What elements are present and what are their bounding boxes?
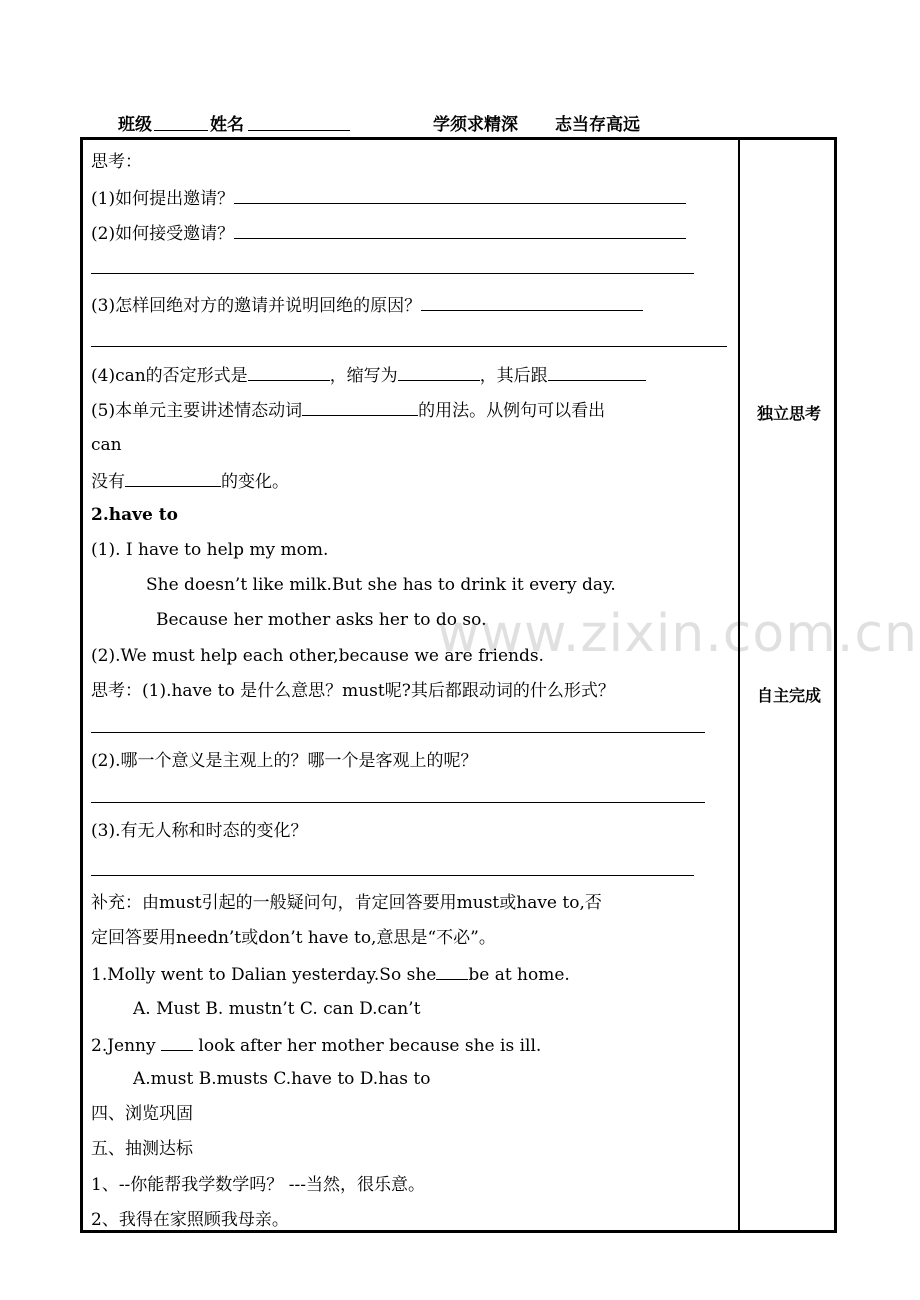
answer-blank — [234, 185, 686, 204]
section-test: 五、抽测达标 — [91, 1139, 193, 1159]
side-label-independent-thinking: 独立思考 — [756, 404, 821, 423]
example-1-cont: She doesn’t like milk.But she has to drink it every day. — [146, 575, 616, 595]
example-2: (2).We must help each other,because we are friends. — [91, 646, 544, 666]
question-4 — [91, 362, 646, 388]
question-5 — [91, 397, 605, 423]
name-label: 姓名 — [210, 115, 244, 135]
column-divider — [738, 140, 740, 1230]
exercise-1-options: A. Must B. mustn’t C. can D.can’t — [133, 999, 421, 1019]
answer-blank — [548, 362, 646, 381]
answer-blank — [398, 362, 480, 381]
exercise-1-text: be at home. — [468, 965, 570, 985]
exercise-2-options: A.must B.musts C.have to D.has to — [133, 1069, 431, 1089]
answer-blank — [302, 397, 418, 416]
answer-blank — [421, 292, 643, 311]
answer-blank — [436, 961, 468, 980]
supplement-line-1: 补充：由must引起的一般疑问句，肯定回答要用must或have to,否 — [91, 893, 602, 913]
supplement-line-2: 定回答要用needn’t或don’t have to,意思是“不必”。 — [91, 928, 496, 948]
think-question-1: 思考：(1).have to 是什么意思？must呢?其后都跟动词的什么形式？ — [91, 681, 615, 701]
question-5-cont: can — [91, 435, 122, 455]
exercise-2-text: 2.Jenny — [91, 1036, 162, 1056]
section-heading-have-to: 2.have to — [91, 505, 178, 525]
class-blank — [154, 110, 208, 131]
side-label-self-complete: 自主完成 — [756, 686, 821, 705]
answer-line — [91, 732, 705, 733]
question-5-text: 没有 — [91, 472, 125, 492]
think-heading: 思考： — [91, 152, 142, 172]
answer-line — [91, 346, 727, 347]
think-question-3: (3).有无人称和时态的变化？ — [91, 821, 308, 841]
section-review: 四、浏览巩固 — [91, 1104, 193, 1124]
question-5-text: 的用法。从例句可以看出 — [418, 401, 606, 421]
example-1: (1). I have to help my mom. — [91, 540, 329, 560]
question-5-text: 的变化。 — [221, 472, 289, 492]
question-5-end — [91, 468, 289, 494]
question-1-text: (1)如何提出邀请？ — [91, 189, 235, 209]
worksheet-table — [80, 137, 837, 1233]
answer-blank — [248, 362, 330, 381]
question-4-text: ，其后跟 — [479, 366, 548, 386]
exercise-2-text: look after her mother because she is ill. — [193, 1036, 542, 1056]
name-blank — [248, 110, 350, 131]
test-item-2: 2、我得在家照顾我母亲。 — [91, 1210, 289, 1230]
question-4-text: ，缩写为 — [329, 366, 398, 386]
class-label: 班级 — [118, 115, 152, 135]
test-item-1: 1、--你能帮我学数学吗？ ---当然，很乐意。 — [91, 1175, 425, 1195]
answer-line — [91, 875, 694, 876]
question-2 — [91, 220, 686, 246]
answer-line — [91, 273, 694, 274]
motto-1: 学须求精深 — [433, 115, 518, 135]
question-3 — [91, 292, 643, 318]
question-1 — [91, 185, 686, 211]
question-2-text: (2)如何接受邀请？ — [91, 224, 235, 244]
exercise-1 — [91, 961, 570, 987]
motto-2: 志当存高远 — [555, 115, 640, 135]
think-question-2: (2).哪一个意义是主观上的？哪一个是客观上的呢？ — [91, 751, 478, 771]
question-3-text: (3)怎样回绝对方的邀请并说明回绝的原因？ — [91, 296, 422, 316]
example-1-cont: Because her mother asks her to do so. — [156, 610, 487, 630]
answer-blank — [234, 220, 686, 239]
answer-blank — [161, 1032, 193, 1051]
question-5-text: (5)本单元主要讲述情态动词 — [91, 401, 303, 421]
exercise-1-text: 1.Molly went to Dalian yesterday.So she — [91, 965, 437, 985]
exercise-2 — [91, 1032, 541, 1058]
watermark: www.zixin.com.cn — [437, 604, 918, 664]
answer-blank — [125, 468, 221, 487]
question-4-text: (4)can的否定形式是 — [91, 366, 248, 386]
answer-line — [91, 802, 705, 803]
